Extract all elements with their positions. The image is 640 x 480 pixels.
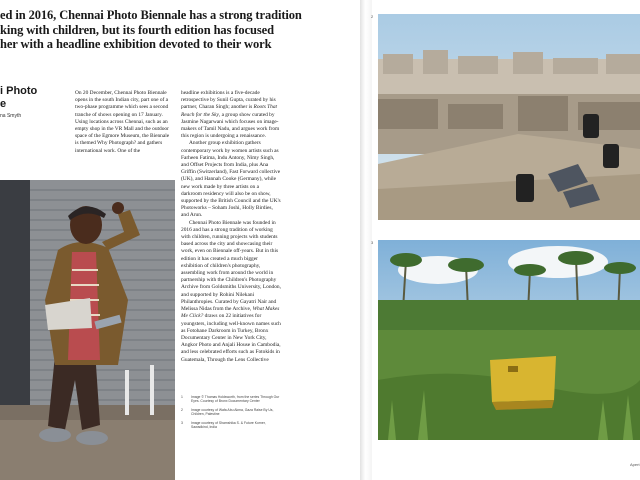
caption-text: Image © Thomas Holdsworth, from the series Through Our Eyes. Courtesy of Bronx Documentary Center — [191, 395, 280, 404]
caption-item — [181, 408, 281, 417]
title-line: i Photo — [0, 85, 38, 97]
article-headline — [0, 8, 300, 52]
byline: na Smyth — [0, 113, 22, 119]
caption-text: Image courtesy of Shamshika S. & Future Korner, Sawadkind, India — [191, 420, 266, 430]
image-marker: 2 — [371, 14, 374, 19]
body-column-1: On 20 December, Chennai Photo Biennale opens in the south Indian city, part one of a two-phase programme which sees a second tranche of shows opening on 17 January. Using locations across Chennai, such as an empty shop in the VR Mall and the outdoor space of the Egmore Museum, the Biennale is themed Why Photograph? and gathers international work. One of the — [75, 90, 170, 154]
magazine-folio: Apert — [630, 462, 640, 467]
headline-line: her with a headline exhibition devoted to their work — [0, 37, 272, 51]
caption-text: Image courtesy of Wafa Abu Akma, Gaza Raise By Us, Children, Palestine — [191, 407, 274, 417]
body-column-2 — [181, 90, 281, 364]
title-line: e — [0, 98, 7, 110]
paragraph: Another group exhibition gathers contemporary work by women artists such as Farheen Fatima, Indu Antony, Nimy Singh, and Offset Projects from India, plus Ana Griffin (Switzerland), Fast Forward collective (UK), and Hannah Cooke (Germany), while new work made by three artists on a darkroom residency will also be on show, supported by the British Council and the UK's Photoworks – Soham Joshi, Holly Birdies, and Arun. — [181, 140, 281, 219]
paragraph: Chennai Photo Biennale was founded in 2016 and has a strong tradition of working with children, running projects with students based across the city and showcasing their work, even on Biennale off-years. But in this edition it has created a much bigger exhibition of children's photography, assembling work from around the world in partnership with the Children's Photography Archive from Goldsmiths University, London, and supported by Rohini Nilekani Philanthropies. Curated by Gayatri Nair and Melissa Nidas from the Archive, What Makes Me Click? draws on 22 initiatives for youngsters, including well-known names such as Fotohane Darkroom in Turkey, Bronx Documentary Center in New York City, Angkor Photo and Anjali House in Cambodia, and less celebrated efforts such as Fotokids in Guatemala, Through the Lens Collective — [181, 219, 281, 363]
photo-man-portrait — [0, 180, 175, 480]
caption-item — [181, 421, 281, 430]
photo-rooftops — [378, 14, 640, 220]
caption-number: 2 — [181, 407, 183, 412]
photo-field-crate — [378, 240, 640, 440]
caption-number: 1 — [181, 395, 183, 399]
article-title — [0, 85, 60, 111]
image-marker: 3 — [371, 240, 374, 245]
caption-number: 3 — [181, 420, 183, 425]
paragraph: headline exhibitions is a five-decade retrospective by Sunil Gupta, curated by his partner, Charan Singh; another is Roots That Reach for the Sky, a group show curated by Jasmine Nagarwani which focuses on image-makers of Tamil Nadu, and argues work from this region is undergoing a renaissance. — [181, 90, 280, 140]
image-captions — [181, 395, 281, 433]
caption-item — [181, 395, 281, 404]
headline-line: ed in 2016, Chennai Photo Biennale has a strong tradition — [0, 8, 302, 22]
headline-line: king with children, but its fourth edition has focused — [0, 22, 274, 37]
